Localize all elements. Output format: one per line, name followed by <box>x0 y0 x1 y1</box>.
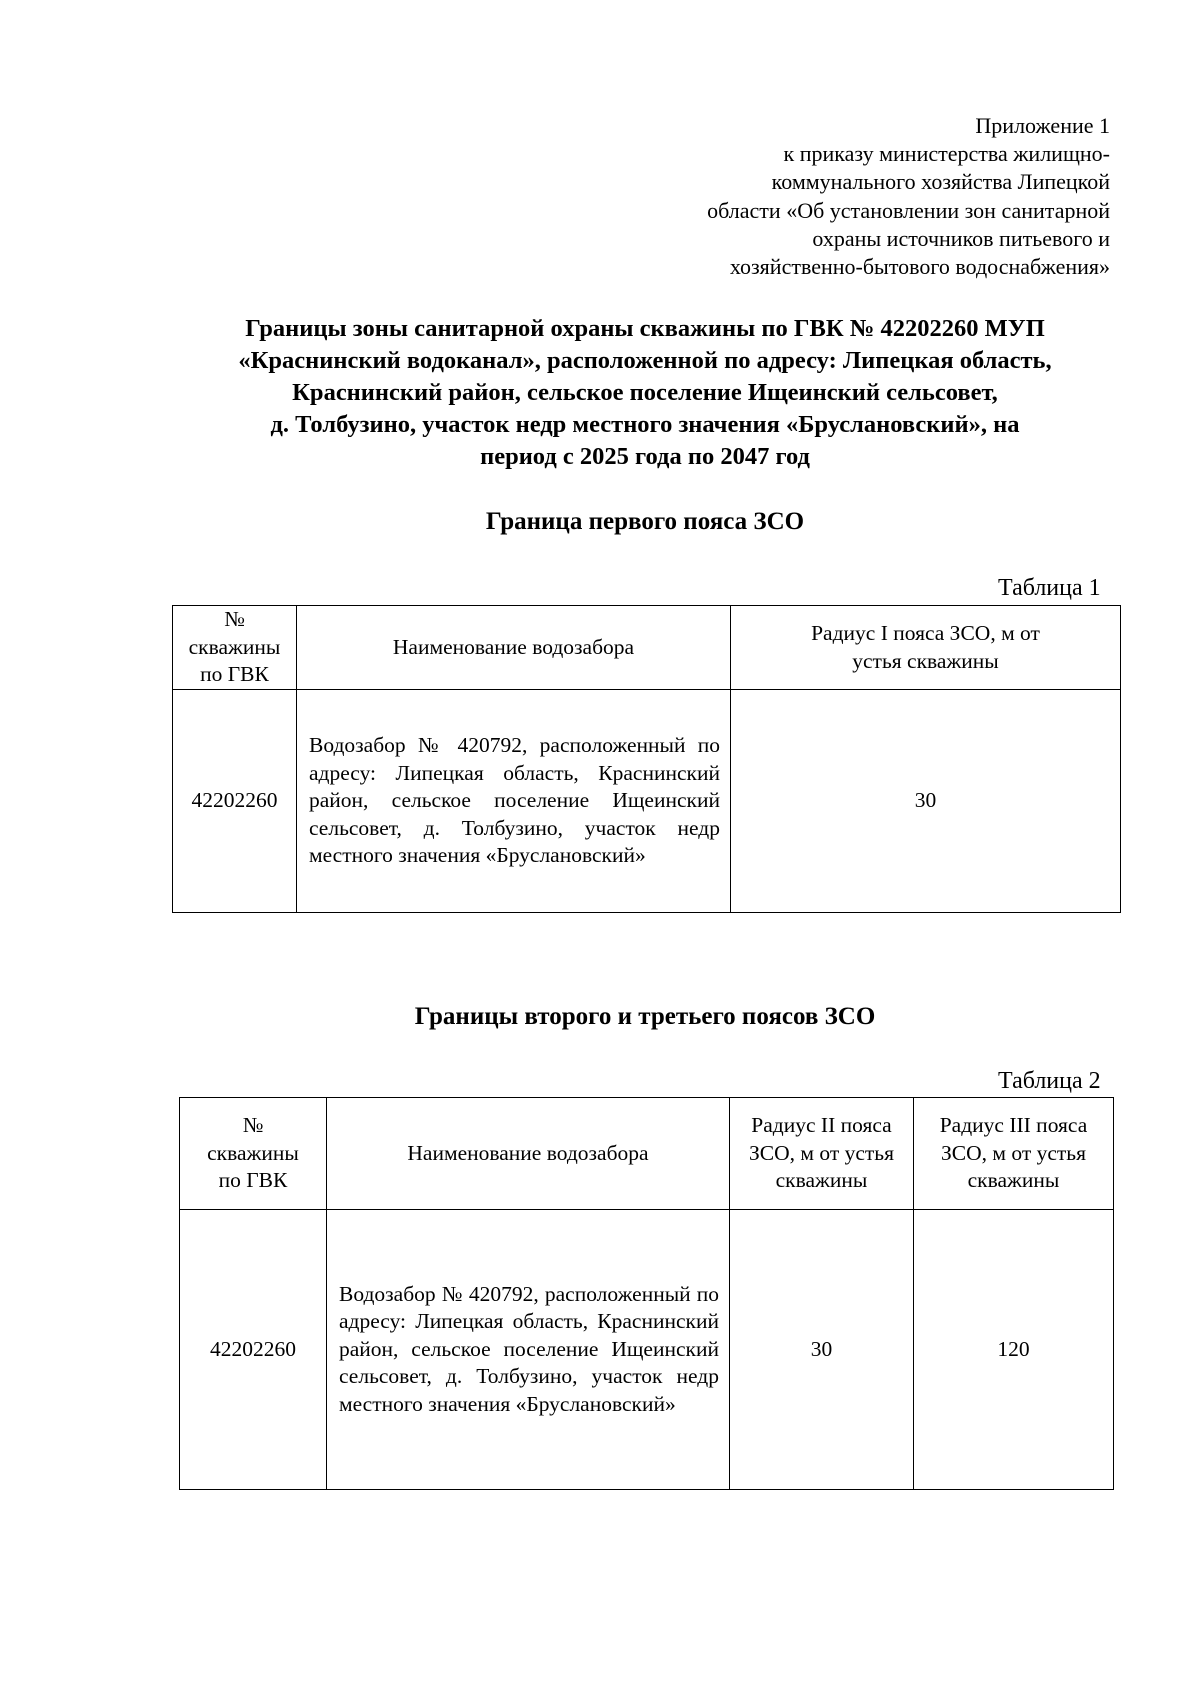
table2-header-name: Наименование водозабора <box>327 1098 730 1210</box>
title-line: д. Толбузино, участок недр местного значения «Бруслановский», на <box>270 411 1020 438</box>
table2-cell-radius3: 120 <box>914 1210 1114 1490</box>
appendix-line: охраны источников питьевого и <box>812 225 1110 251</box>
title-line: Границы зоны санитарной охраны скважины по ГВК № 42202260 МУП <box>245 315 1045 342</box>
title-line: период с 2025 года по 2047 год <box>480 443 810 470</box>
title-line: Краснинский район, сельское поселение Ищеинский сельсовет, <box>292 379 998 406</box>
table2-cell-name: Водозабор № 420792, расположенный по адресу: Липецкая область, Краснинский район, сельское поселение Ищеинский сельсовет, д. Толбузино, участок недр местного значения «Бруслановский» <box>327 1210 730 1490</box>
appendix-line: к приказу министерства жилищно- <box>783 141 1110 167</box>
table2-header-radius2: Радиус II пояса ЗСО, м от устья скважины <box>730 1098 914 1210</box>
table2 <box>179 1097 1114 1490</box>
table-row <box>180 1210 1114 1490</box>
table1-header-row <box>173 606 1121 690</box>
table1-label: Таблица 1 <box>998 575 1101 601</box>
table1-header-well-no: № скважины по ГВК <box>173 606 297 690</box>
table2-label: Таблица 2 <box>998 1068 1101 1094</box>
appendix-line: коммунального хозяйства Липецкой <box>771 169 1110 195</box>
table1-header-radius: Радиус I пояса ЗСО, м от устья скважины <box>731 606 1121 690</box>
table2-cell-radius2: 30 <box>730 1210 914 1490</box>
title-line: «Краснинский водоканал», расположенной по адресу: Липецкая область, <box>238 347 1052 374</box>
table2-cell-well-no: 42202260 <box>180 1210 327 1490</box>
table2-header-radius3: Радиус III пояса ЗСО, м от устья скважины <box>914 1098 1114 1210</box>
section2-title: Границы второго и третьего поясов ЗСО <box>414 1003 876 1030</box>
appendix-line: области «Об установлении зон санитарной <box>707 197 1110 223</box>
table1-cell-well-no: 42202260 <box>173 690 297 913</box>
table2-header-well-no: № скважины по ГВК <box>180 1098 327 1210</box>
table1-cell-name: Водозабор № 420792, расположенный по адресу: Липецкая область, Краснинский район, сельское поселение Ищеинский сельсовет, д. Толбузино, участок недр местного значения «Бруслановский» <box>297 690 731 913</box>
appendix-line: Приложение 1 <box>975 113 1110 138</box>
section1-title: Граница первого пояса ЗСО <box>485 508 805 535</box>
table2-header-row <box>180 1098 1114 1210</box>
table1-cell-radius: 30 <box>731 690 1121 913</box>
table-row <box>173 690 1121 913</box>
table1-header-name: Наименование водозабора <box>297 606 731 690</box>
appendix-line: хозяйственно-бытового водоснабжения» <box>729 254 1110 280</box>
appendix-header <box>590 112 1110 281</box>
document-title <box>150 313 1140 473</box>
table1 <box>172 605 1121 913</box>
